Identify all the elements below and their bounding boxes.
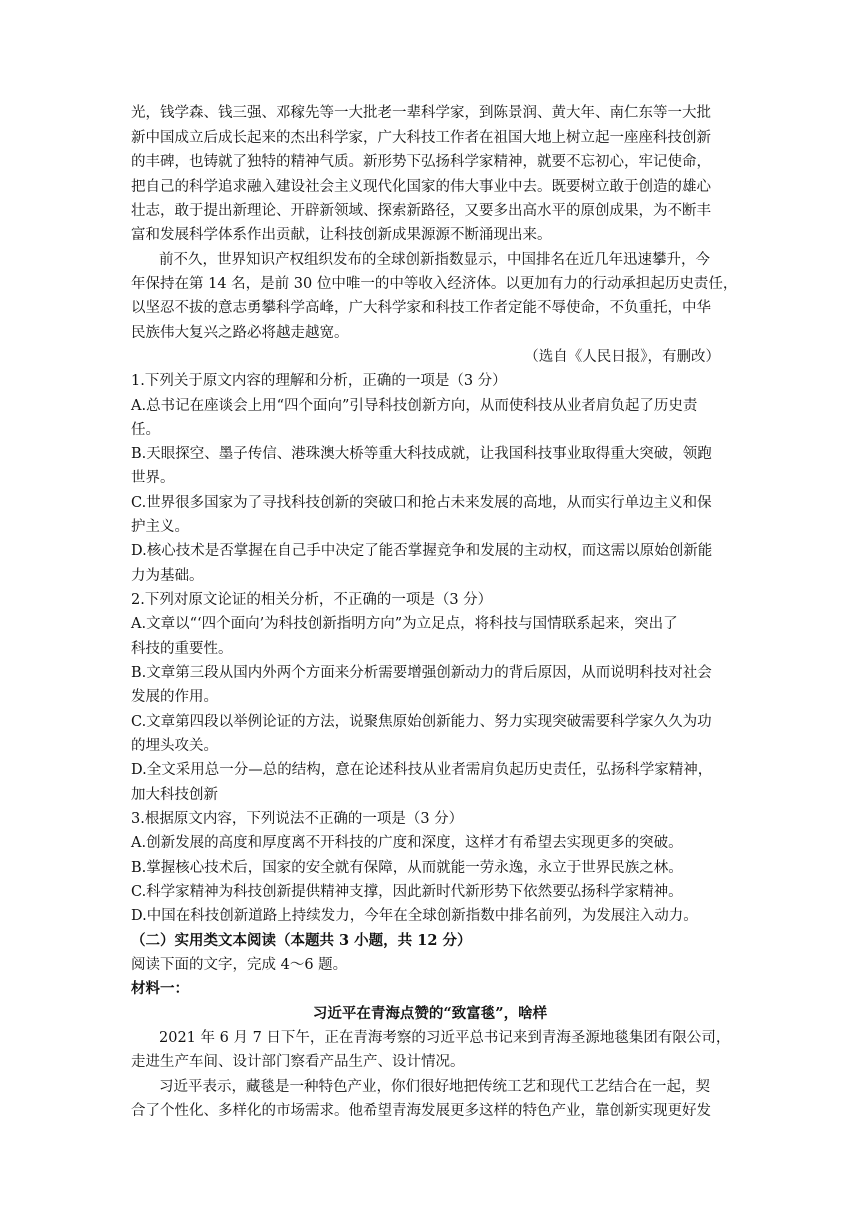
passage-line: 以坚忍不拔的意志勇攀科学高峰，广大科学家和科技工作者定能不辱使命，不负重托，中华 (131, 300, 711, 316)
passage-line: 民族伟大复兴之路必将越走越宽。 (131, 325, 349, 341)
option-line: 任。 (131, 422, 160, 438)
option-line: C.科学家精神为科技创新提供精神支撑，因此新时代新形势下依然要弘扬科学家精神。 (131, 884, 683, 900)
option-line: A.创新发展的高度和厚度离不开科技的广度和深度，这样才有希望去实现更多的突破。 (131, 835, 683, 851)
option-line: 发展的作用。 (131, 689, 218, 705)
passage-line: 富和发展科学体系作出贡献，让科技创新成果源源不断涌现出来。 (131, 227, 552, 243)
passage-line: 壮志，敢于提出新理论、开辟新领域、探索新路径，又要多出高水平的原创成果，为不断丰 (131, 203, 711, 219)
option-line: 科技的重要性。 (131, 641, 233, 657)
article-title: 习近平在青海点赞的“致富毯”，啥样 (312, 1005, 548, 1022)
instruction: 阅读下面的文字，完成 4～6 题。 (131, 957, 348, 973)
option-line: D.全文采用总一分—总的结构，意在论述科技从业者需肩负起历史责任，弘扬科学家精神， (131, 762, 713, 778)
question-stem: 1.下列关于原文内容的理解和分析，正确的一项是（3 分） (131, 373, 507, 389)
material-label: 材料一： (131, 980, 189, 997)
article-line: 走进生产车间、设计部门察看产品生产、设计情况。 (131, 1054, 465, 1070)
source-citation: （选自《人民日报》，有删改） (524, 349, 720, 365)
passage-line: 光，钱学森、钱三强、邓稼先等一大批老一辈科学家，到陈景润、黄大年、南仁东等一大批 (131, 105, 711, 121)
passage-line: 年保持在第 14 名，是前 30 位中唯一的中等收入经济体。以更加有力的行动承担起历史责任， (131, 276, 738, 292)
article-line: 合了个性化、多样化的市场需求。他希望青海发展更多这样的特色产业，靠创新实现更好发 (131, 1103, 711, 1119)
passage-line: 前不久，世界知识产权组织发布的全球创新指数显示，中国排名在近几年迅速攀升，今 (159, 252, 710, 268)
option-line: D.中国在科技创新道路上持续发力，今年在全球创新指数中排名前列，为发展注入动力。 (131, 908, 698, 924)
option-line: B.文章第三段从国内外两个方面来分析需要增强创新动力的背后原因，从而说明科技对社会 (131, 665, 712, 681)
option-line: 加大科技创新 (131, 787, 218, 803)
option-line: 世界。 (131, 470, 175, 486)
question-stem: 3.根据原文内容，下列说法不正确的一项是（3 分） (131, 811, 464, 827)
option-line: 的埋头攻关。 (131, 738, 218, 754)
option-line: 力为基础。 (131, 568, 204, 584)
option-line: C.世界很多国家为了寻找科技创新的突破口和抢占未来发展的高地，从而实行单边主义和保 (131, 495, 712, 511)
option-line: A.文章以“‘四个面向’为科技创新指明方向”为立足点，将科技与国情联系起来，突出了 (131, 616, 678, 632)
article-line: 习近平表示，藏毯是一种特色产业，你们很好地把传统工艺和现代工艺结合在一起，契 (159, 1079, 710, 1095)
question-stem: 2.下列对原文论证的相关分析，不正确的一项是（3 分） (131, 592, 493, 608)
passage-line: 新中国成立后成长起来的杰出科学家，广大科技工作者在祖国大地上树立起一座座科技创新 (131, 130, 711, 146)
option-line: C.文章第四段以举例论证的方法，说聚焦原始创新能力、努力实现突破需要科学家久久为功 (131, 714, 712, 730)
option-line: B.天眼探空、墨子传信、港珠澳大桥等重大科技成就，让我国科技事业取得重大突破，领跑 (131, 446, 712, 462)
option-line: D.核心技术是否掌握在自己手中决定了能否掌握竞争和发展的主动权，而这需以原始创新能 (131, 543, 713, 559)
passage-line: 的丰碑，也铸就了独特的精神气质。新形势下弘扬科学家精神，就要不忘初心，牢记使命， (131, 154, 711, 170)
section-heading: （二）实用类文本阅读（本题共 3 小题，共 12 分） (131, 932, 472, 949)
option-line: 护主义。 (131, 519, 189, 535)
option-line: A.总书记在座谈会上用“四个面向”引导科技创新方向，从而使科技从业者肩负起了历史责 (131, 398, 698, 414)
option-line: B.掌握核心技术后，国家的安全就有保障，从而就能一劳永逸，永立于世界民族之林。 (131, 860, 683, 876)
article-line: 2021 年 6 月 7 日下午，正在青海考察的习近平总书记来到青海圣源地毯集团有限公司， (159, 1030, 731, 1046)
passage-line: 把自己的科学追求融入建设社会主义现代化国家的伟大事业中去。既要树立敢于创造的雄心 (131, 179, 711, 195)
